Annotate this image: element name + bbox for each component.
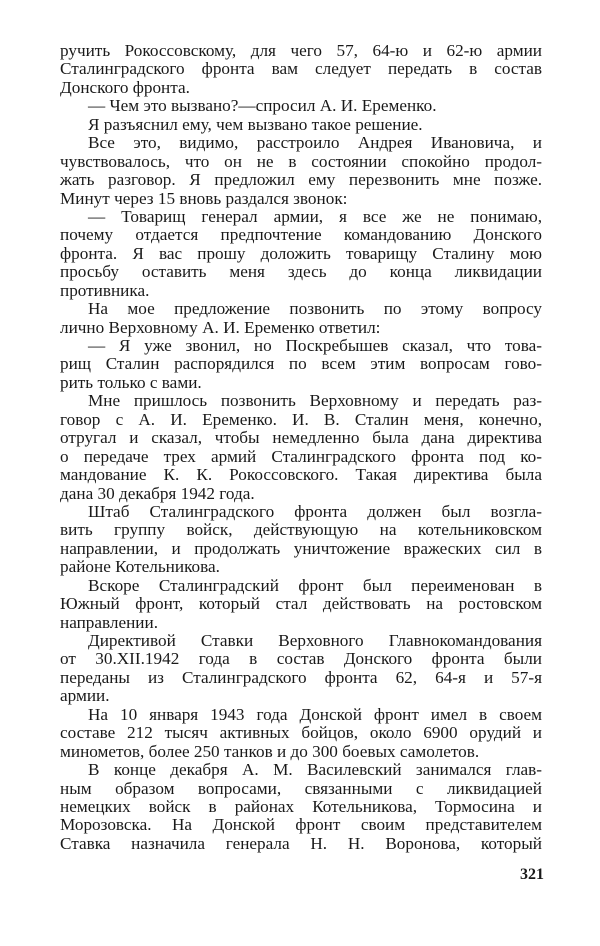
text-line: ручить Рокоссовскому, для чего 57, 64-ю и 62-ю армии xyxy=(60,41,542,60)
text-line: переданы из Сталинградского фронта 62, 64-я и 57-я xyxy=(60,667,542,687)
paragraph xyxy=(60,42,542,97)
paragraph xyxy=(60,392,542,503)
text-line: Штаб Сталинградского фронта должен был возгла- xyxy=(88,501,542,521)
paragraph xyxy=(60,208,542,300)
paragraph xyxy=(60,577,542,632)
text-line: о передаче трех армий Сталинградского фронта под ко- xyxy=(60,446,542,466)
text-line: немецких войск в районах Котельникова, Тормосина и xyxy=(60,796,542,816)
text-line: Директивой Ставки Верховного Главнокомандования xyxy=(88,631,542,650)
text-line: Вскоре Сталинградский фронт был переименован в xyxy=(88,575,542,595)
text-line: Сталинградского фронта вам следует передать в состав xyxy=(60,59,542,79)
paragraph xyxy=(60,761,542,853)
paragraph xyxy=(60,134,542,208)
text-line: от 30.XII.1942 года в состав Донского фронта были xyxy=(60,649,542,669)
text-line: минометов, более 250 танков и до 300 боевых самолетов. xyxy=(60,741,480,761)
paragraph xyxy=(60,337,542,392)
text-line: жать разговор. Я предложил ему перезвонить мне позже. xyxy=(60,170,542,190)
text-line: На 10 января 1943 года Донской фронт имел в своем xyxy=(88,704,542,724)
text-line: рищ Сталин распорядился по всем этим вопросам гово- xyxy=(60,354,542,374)
text-line: направлении, и продолжать уничтожение вражеских сил в xyxy=(60,538,542,558)
paragraph xyxy=(60,503,542,577)
text-line: Я разъяснил ему, чем вызвано такое решение. xyxy=(88,114,423,134)
text-line: — Чем это вызвано?—спросил А. И. Еременко. xyxy=(88,96,437,116)
text-line: просьбу оставить меня здесь до конца ликвидации xyxy=(60,262,542,282)
text-line: Все это, видимо, расстроило Андрея Ивановича, и xyxy=(88,133,542,153)
text-line: — Товарищ генерал армии, я все же не понимаю, xyxy=(88,206,542,226)
text-line: Минут через 15 вновь раздался звонок: xyxy=(60,188,348,208)
text-line: Южный фронт, который стал действовать на ростовском xyxy=(60,594,542,614)
text-line: направлении. xyxy=(60,612,159,632)
text-line: Мне пришлось позвонить Верховному и передать раз- xyxy=(88,391,542,411)
text-line: рить только с вами. xyxy=(60,372,202,392)
text-line: Ставка назначила генерала Н. Н. Воронова, который xyxy=(60,833,542,853)
text-line: — Я уже звонил, но Поскребышев сказал, что това- xyxy=(88,336,542,355)
text-line: противника. xyxy=(60,280,150,300)
paragraph xyxy=(60,97,542,115)
text-line: Морозовска. На Донской фронт своим представителем xyxy=(60,815,542,835)
text-line: мандование К. К. Рокоссовского. Такая директива была xyxy=(60,465,542,485)
paragraph xyxy=(60,632,542,706)
page-number: 321 xyxy=(520,866,544,883)
text-line: армии. xyxy=(60,686,110,706)
text-line: чувствовалось, что он не в состоянии спокойно продол- xyxy=(60,151,542,171)
text-line: почему отдается предпочтение командованию Донского xyxy=(60,225,542,245)
text-line: районе Котельникова. xyxy=(60,557,220,577)
text-line: вить группу войск, действующую на котельниковском xyxy=(60,520,542,540)
text-line: составе 212 тысяч активных бойцов, около 6900 орудий и xyxy=(60,723,542,743)
book-page-text xyxy=(60,42,542,853)
text-line: лично Верховному А. И. Еременко ответил: xyxy=(60,317,381,337)
text-line: ным образом вопросами, связанными с ликвидацией xyxy=(60,778,542,798)
text-line: говор с А. И. Еременко. И. В. Сталин меня, конечно, xyxy=(60,409,542,429)
paragraph xyxy=(60,706,542,761)
text-line: Донского фронта. xyxy=(60,77,190,97)
paragraph xyxy=(60,300,542,337)
text-line: дана 30 декабря 1942 года. xyxy=(60,483,255,503)
text-line: В конце декабря А. М. Василевский занимался глав- xyxy=(88,760,542,780)
text-line: фронта. Я вас прошу доложить товарищу Сталину мою xyxy=(60,243,542,263)
paragraph xyxy=(60,116,542,134)
text-line: На мое предложение позвонить по этому вопросу xyxy=(88,299,542,319)
text-line: отругал и сказал, чтобы немедленно была дана директива xyxy=(60,428,542,448)
